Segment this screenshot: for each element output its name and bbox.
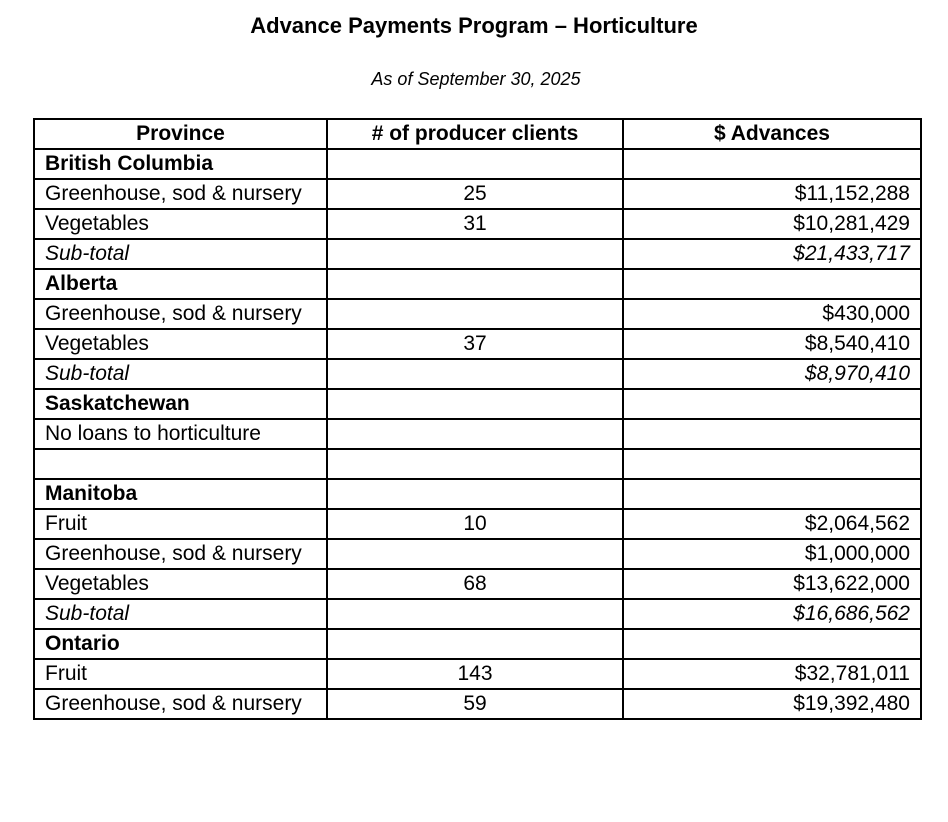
cell-clients bbox=[327, 389, 623, 419]
cell-category: Greenhouse, sod & nursery bbox=[34, 179, 327, 209]
cell-clients: 31 bbox=[327, 209, 623, 239]
cell-advances: $1,000,000 bbox=[623, 539, 921, 569]
cell-advances: $430,000 bbox=[623, 299, 921, 329]
cell-advances bbox=[623, 149, 921, 179]
subtotal-row bbox=[34, 599, 921, 629]
cell-category: Ontario bbox=[34, 629, 327, 659]
cell-category: No loans to horticulture bbox=[34, 419, 327, 449]
cell-advances: $19,392,480 bbox=[623, 689, 921, 719]
cell-advances: $8,540,410 bbox=[623, 329, 921, 359]
table-row bbox=[34, 539, 921, 569]
table-row bbox=[34, 209, 921, 239]
cell-advances: $8,970,410 bbox=[623, 359, 921, 389]
cell-category: Alberta bbox=[34, 269, 327, 299]
cell-category: Fruit bbox=[34, 659, 327, 689]
cell-advances: $16,686,562 bbox=[623, 599, 921, 629]
cell-category: Sub-total bbox=[34, 359, 327, 389]
advances-table bbox=[33, 118, 922, 720]
blank-row bbox=[34, 449, 921, 479]
cell-category: Sub-total bbox=[34, 599, 327, 629]
cell-category: Vegetables bbox=[34, 209, 327, 239]
province-row bbox=[34, 389, 921, 419]
cell-clients bbox=[327, 359, 623, 389]
subtotal-row bbox=[34, 239, 921, 269]
cell-clients bbox=[327, 599, 623, 629]
cell-category: British Columbia bbox=[34, 149, 327, 179]
table-body bbox=[34, 149, 921, 719]
document-subtitle: As of September 30, 2025 bbox=[371, 69, 581, 89]
table-row bbox=[34, 569, 921, 599]
cell-category: Vegetables bbox=[34, 329, 327, 359]
cell-category: Greenhouse, sod & nursery bbox=[34, 539, 327, 569]
cell-clients: 25 bbox=[327, 179, 623, 209]
table-row bbox=[34, 299, 921, 329]
province-row bbox=[34, 149, 921, 179]
province-row bbox=[34, 629, 921, 659]
cell-advances bbox=[623, 479, 921, 509]
cell-clients: 37 bbox=[327, 329, 623, 359]
cell-advances: $10,281,429 bbox=[623, 209, 921, 239]
table-row bbox=[34, 329, 921, 359]
cell-category: Greenhouse, sod & nursery bbox=[34, 299, 327, 329]
cell-advances bbox=[623, 389, 921, 419]
cell-clients bbox=[327, 269, 623, 299]
column-header-province: Province bbox=[34, 119, 327, 149]
cell-category: Fruit bbox=[34, 509, 327, 539]
cell-clients: 68 bbox=[327, 569, 623, 599]
column-header-clients: # of producer clients bbox=[327, 119, 623, 149]
cell-advances: $21,433,717 bbox=[623, 239, 921, 269]
cell-category: Vegetables bbox=[34, 569, 327, 599]
cell-advances bbox=[623, 629, 921, 659]
table-row bbox=[34, 509, 921, 539]
province-row bbox=[34, 269, 921, 299]
cell-clients bbox=[327, 539, 623, 569]
cell-advances bbox=[623, 449, 921, 479]
cell-clients bbox=[327, 629, 623, 659]
cell-category: Saskatchewan bbox=[34, 389, 327, 419]
cell-category: Greenhouse, sod & nursery bbox=[34, 689, 327, 719]
cell-clients: 10 bbox=[327, 509, 623, 539]
cell-category bbox=[34, 449, 327, 479]
table-header-row bbox=[34, 119, 921, 149]
cell-advances: $13,622,000 bbox=[623, 569, 921, 599]
subtotal-row bbox=[34, 359, 921, 389]
cell-clients bbox=[327, 419, 623, 449]
cell-clients: 143 bbox=[327, 659, 623, 689]
cell-clients bbox=[327, 299, 623, 329]
cell-category: Manitoba bbox=[34, 479, 327, 509]
province-row bbox=[34, 479, 921, 509]
cell-advances: $11,152,288 bbox=[623, 179, 921, 209]
table-row bbox=[34, 689, 921, 719]
cell-clients bbox=[327, 449, 623, 479]
document-title: Advance Payments Program – Horticulture bbox=[250, 13, 698, 38]
table-row bbox=[34, 179, 921, 209]
cell-clients bbox=[327, 149, 623, 179]
cell-advances: $2,064,562 bbox=[623, 509, 921, 539]
table-row bbox=[34, 659, 921, 689]
table-row bbox=[34, 419, 921, 449]
cell-advances bbox=[623, 419, 921, 449]
cell-clients: 59 bbox=[327, 689, 623, 719]
cell-advances bbox=[623, 269, 921, 299]
cell-category: Sub-total bbox=[34, 239, 327, 269]
cell-clients bbox=[327, 239, 623, 269]
column-header-advances: $ Advances bbox=[623, 119, 921, 149]
cell-advances: $32,781,011 bbox=[623, 659, 921, 689]
cell-clients bbox=[327, 479, 623, 509]
